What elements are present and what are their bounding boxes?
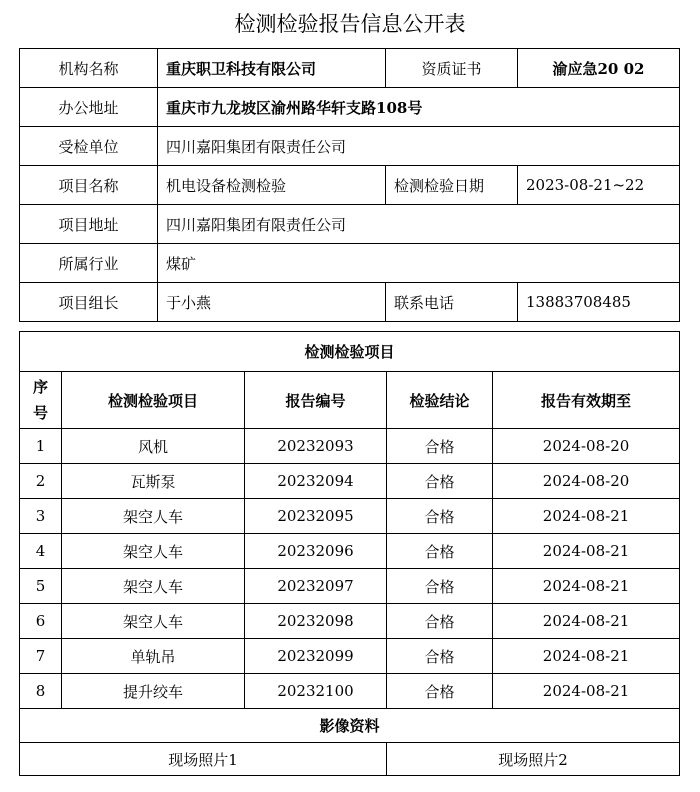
leader-value: 于小燕 — [158, 283, 386, 322]
address-value: 重庆市九龙坡区渝州路华轩支路108号 — [158, 88, 680, 127]
photo-link-2[interactable]: 现场照片2 — [387, 743, 680, 776]
org-value: 重庆职卫科技有限公司 — [158, 49, 386, 88]
project-label: 项目名称 — [20, 166, 158, 205]
page-title: 检测检验报告信息公开表 — [234, 12, 466, 36]
cell-valid-until: 2024-08-21 — [493, 499, 680, 534]
info-row-project — [20, 166, 680, 205]
header-conclusion: 检验结论 — [387, 372, 493, 429]
cell-conclusion: 合格 — [387, 499, 493, 534]
industry-value: 煤矿 — [158, 244, 680, 283]
header-seq — [20, 372, 62, 429]
cell-valid-until: 2024-08-20 — [493, 464, 680, 499]
photos-row — [20, 743, 680, 776]
info-row-client — [20, 127, 680, 166]
cell-report-no: 20232097 — [245, 569, 387, 604]
cell-item: 风机 — [62, 429, 245, 464]
cell-seq: 4 — [20, 534, 62, 569]
phone-value: 13883708485 — [518, 283, 680, 322]
project-value: 机电设备检测检验 — [158, 166, 386, 205]
info-row-leader — [20, 283, 680, 322]
cell-item: 提升绞车 — [62, 674, 245, 709]
phone-label: 联系电话 — [386, 283, 518, 322]
cell-report-no: 20232099 — [245, 639, 387, 674]
items-header-row — [20, 372, 680, 429]
table-row — [20, 429, 680, 464]
cell-conclusion: 合格 — [387, 604, 493, 639]
cell-item: 架空人车 — [62, 534, 245, 569]
client-label: 受检单位 — [20, 127, 158, 166]
client-value: 四川嘉阳集团有限责任公司 — [158, 127, 680, 166]
cell-conclusion: 合格 — [387, 639, 493, 674]
cell-valid-until: 2024-08-21 — [493, 639, 680, 674]
cell-seq: 6 — [20, 604, 62, 639]
date-value: 2023-08-21~22 — [518, 166, 680, 205]
cert-label: 资质证书 — [386, 49, 518, 88]
photo-link-1[interactable]: 现场照片1 — [20, 743, 387, 776]
cell-report-no: 20232093 — [245, 429, 387, 464]
site-label: 项目地址 — [20, 205, 158, 244]
header-report-no: 报告编号 — [245, 372, 387, 429]
header-seq-bottom: 号 — [32, 404, 48, 422]
items-table — [19, 331, 680, 776]
cell-conclusion: 合格 — [387, 534, 493, 569]
cell-seq: 1 — [20, 429, 62, 464]
info-row-site — [20, 205, 680, 244]
org-label: 机构名称 — [20, 49, 158, 88]
cell-report-no: 20232094 — [245, 464, 387, 499]
cell-conclusion: 合格 — [387, 464, 493, 499]
table-row — [20, 674, 680, 709]
info-table — [19, 48, 680, 322]
cell-valid-until: 2024-08-21 — [493, 534, 680, 569]
items-section-title: 检测检验项目 — [20, 332, 680, 372]
cell-seq: 7 — [20, 639, 62, 674]
cell-item: 架空人车 — [62, 604, 245, 639]
header-valid-until: 报告有效期至 — [493, 372, 680, 429]
header-item: 检测检验项目 — [62, 372, 245, 429]
cell-item: 瓦斯泵 — [62, 464, 245, 499]
table-row — [20, 534, 680, 569]
table-row — [20, 604, 680, 639]
cell-item: 架空人车 — [62, 499, 245, 534]
table-row — [20, 639, 680, 674]
cell-conclusion: 合格 — [387, 569, 493, 604]
cell-conclusion: 合格 — [387, 674, 493, 709]
address-label: 办公地址 — [20, 88, 158, 127]
cell-conclusion: 合格 — [387, 429, 493, 464]
cell-report-no: 20232095 — [245, 499, 387, 534]
cell-item: 单轨吊 — [62, 639, 245, 674]
photos-section-row — [20, 709, 680, 743]
cell-seq: 2 — [20, 464, 62, 499]
items-section-row — [20, 332, 680, 372]
site-value: 四川嘉阳集团有限责任公司 — [158, 205, 680, 244]
cell-valid-until: 2024-08-20 — [493, 429, 680, 464]
cell-valid-until: 2024-08-21 — [493, 569, 680, 604]
cell-seq: 5 — [20, 569, 62, 604]
info-row-industry — [20, 244, 680, 283]
table-row — [20, 464, 680, 499]
table-row — [20, 499, 680, 534]
info-row-org — [20, 49, 680, 88]
cell-report-no: 20232098 — [245, 604, 387, 639]
leader-label: 项目组长 — [20, 283, 158, 322]
cell-report-no: 20232096 — [245, 534, 387, 569]
photos-section-title: 影像资料 — [20, 709, 680, 743]
cell-valid-until: 2024-08-21 — [493, 604, 680, 639]
cell-report-no: 20232100 — [245, 674, 387, 709]
cell-seq: 8 — [20, 674, 62, 709]
date-label: 检测检验日期 — [386, 166, 518, 205]
industry-label: 所属行业 — [20, 244, 158, 283]
table-row — [20, 569, 680, 604]
cell-seq: 3 — [20, 499, 62, 534]
cell-valid-until: 2024-08-21 — [493, 674, 680, 709]
cert-value: 渝应急20 02 — [518, 49, 680, 88]
info-row-address — [20, 88, 680, 127]
header-seq-top: 序 — [32, 378, 48, 396]
cell-item: 架空人车 — [62, 569, 245, 604]
